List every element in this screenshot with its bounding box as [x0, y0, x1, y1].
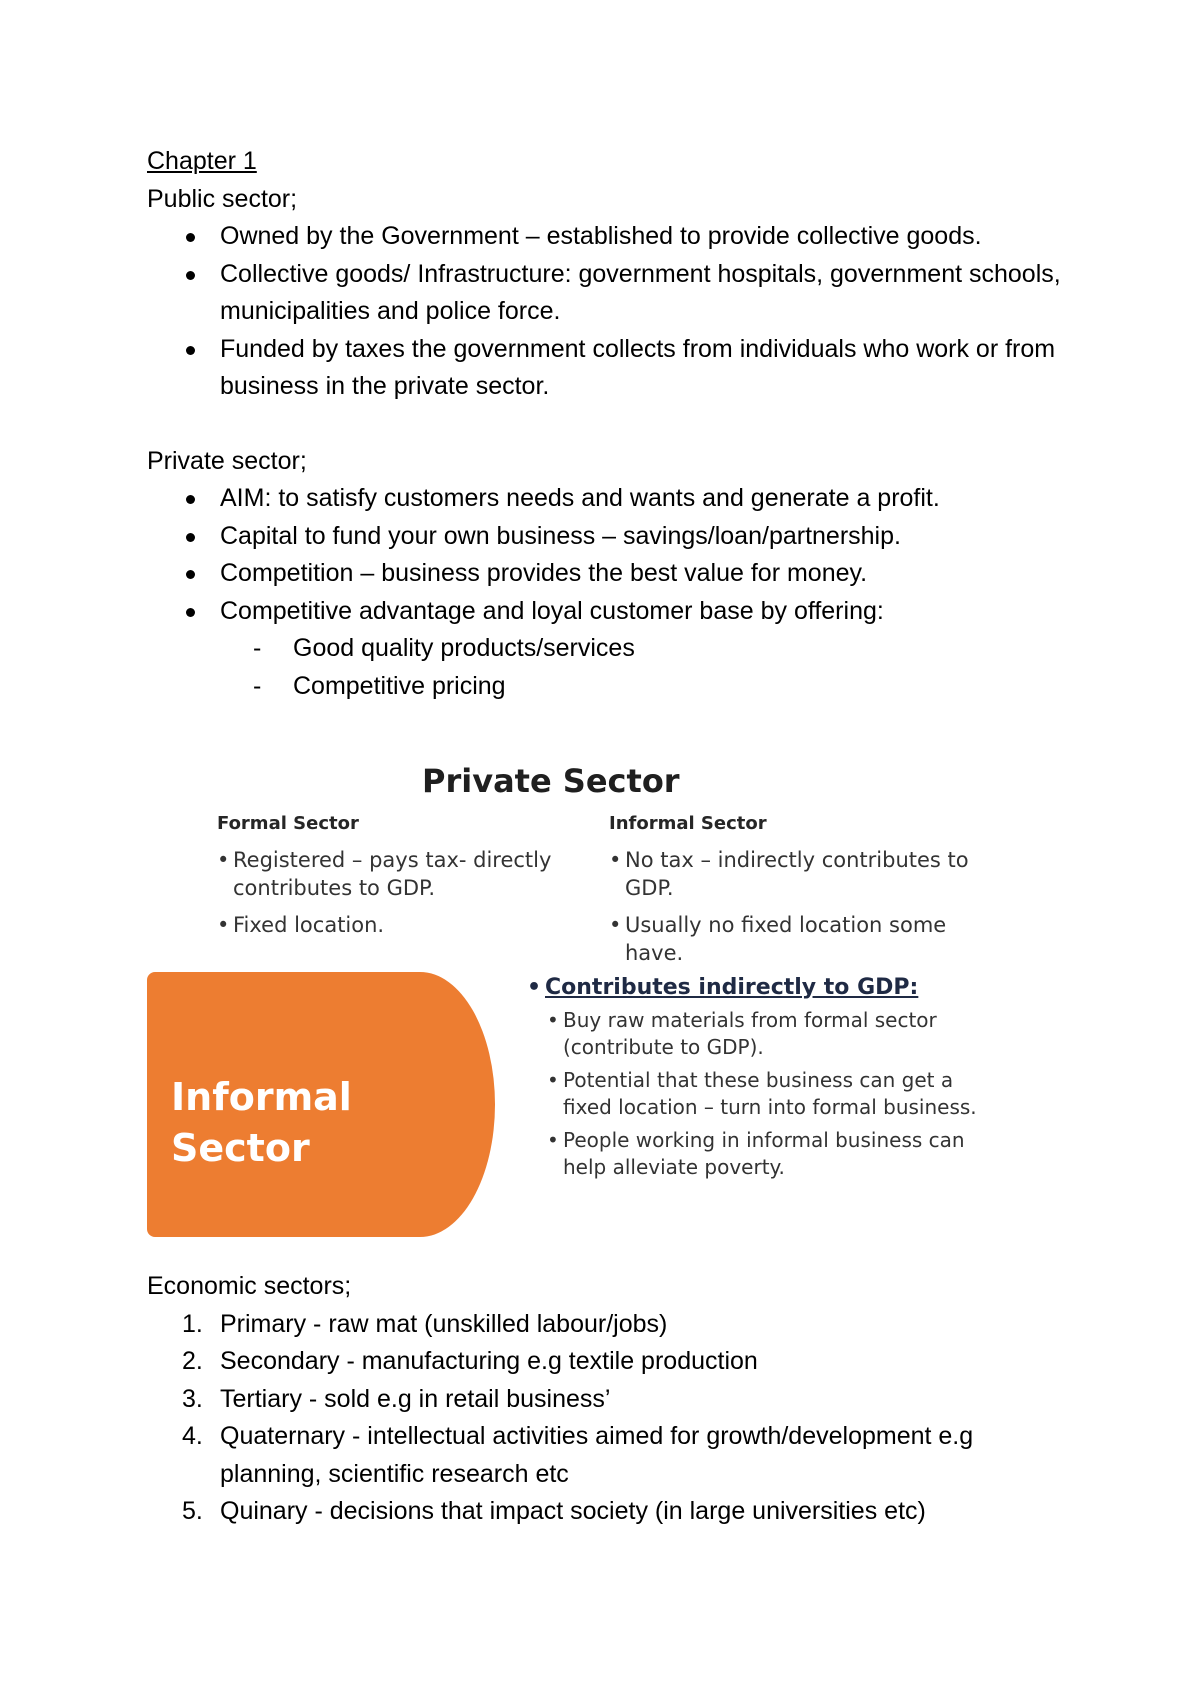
contributes-block [527, 974, 997, 1187]
chapter-title: Chapter 1 [147, 147, 257, 175]
private-sector-sublist [147, 630, 1067, 705]
list-item [182, 1306, 1067, 1344]
list-item: Collective goods/ Infrastructure: government hospitals, government schools, municipalities and police force. [220, 256, 1067, 331]
list-text: Quinary - decisions that impact society (in large universities etc) [220, 1497, 926, 1525]
list-number: 4. [182, 1422, 203, 1450]
list-item [182, 1343, 1067, 1381]
slide-title: Private Sector [422, 762, 680, 800]
list-number: 3. [182, 1384, 203, 1413]
contributes-heading: • Contributes indirectly to GDP: [527, 974, 997, 1001]
informal-sector-badge [147, 972, 495, 1237]
list-text: Tertiary - sold e.g in retail business’ [220, 1384, 611, 1413]
private-sector-list [147, 480, 1067, 630]
list-item: • Potential that these business can get a fixed location – turn into formal business. [527, 1067, 997, 1121]
list-item: Competition – business provides the best value for money. [220, 555, 1067, 593]
list-item: Owned by the Government – established to provide collective goods. [220, 218, 1067, 256]
list-item: • People working in informal business can help alleviate poverty. [527, 1127, 997, 1181]
list-item: Competitive advantage and loyal customer base by offering: [220, 593, 1067, 631]
informal-sector-column [609, 810, 999, 976]
list-item: Capital to fund your own business – savings/loan/partnership. [220, 518, 1067, 556]
list-item: • Buy raw materials from formal sector (contribute to GDP). [527, 1007, 997, 1061]
list-item [182, 1418, 1067, 1493]
badge-line: Sector [171, 1126, 310, 1170]
formal-sector-heading: Formal Sector [217, 813, 359, 834]
economic-sectors-list [147, 1306, 1067, 1531]
private-sector-heading: Private sector; [147, 446, 307, 475]
list-item: Funded by taxes the government collects from individuals who work or from business in the private sector. [220, 331, 1067, 406]
notes-section-bottom [147, 1268, 1067, 1531]
list-item: • Registered – pays tax- directly contributes to GDP. [217, 846, 577, 902]
list-item: • Fixed location. [217, 911, 577, 939]
list-item: - Good quality products/services [293, 630, 1067, 668]
list-text: Quaternary - intellectual activities aimed for growth/development e.g planning, scientific research etc [220, 1422, 974, 1488]
notes-section-top [147, 143, 1067, 705]
badge-text [171, 1072, 352, 1174]
list-number: 2. [182, 1347, 203, 1375]
list-item: • Usually no fixed location some have. [609, 911, 999, 967]
list-number: 1. [182, 1309, 203, 1338]
list-text: Secondary - manufacturing e.g textile production [220, 1347, 758, 1375]
public-sector-list [147, 218, 1067, 406]
list-text: Primary - raw mat (unskilled labour/jobs) [220, 1309, 668, 1338]
list-item [182, 1381, 1067, 1419]
list-item: AIM: to satisfy customers needs and wants and generate a profit. [220, 480, 1067, 518]
list-item [182, 1493, 1067, 1531]
list-item: - Competitive pricing [293, 668, 1067, 706]
list-item: • No tax – indirectly contributes to GDP. [609, 846, 999, 902]
formal-sector-column [217, 810, 577, 948]
public-sector-heading: Public sector; [147, 184, 298, 213]
private-sector-slide-image [147, 752, 1017, 1242]
economic-sectors-heading: Economic sectors; [147, 1272, 352, 1300]
spacer [147, 406, 1067, 443]
badge-line: Informal [171, 1075, 352, 1119]
list-number: 5. [182, 1497, 203, 1525]
informal-sector-heading: Informal Sector [609, 813, 767, 834]
